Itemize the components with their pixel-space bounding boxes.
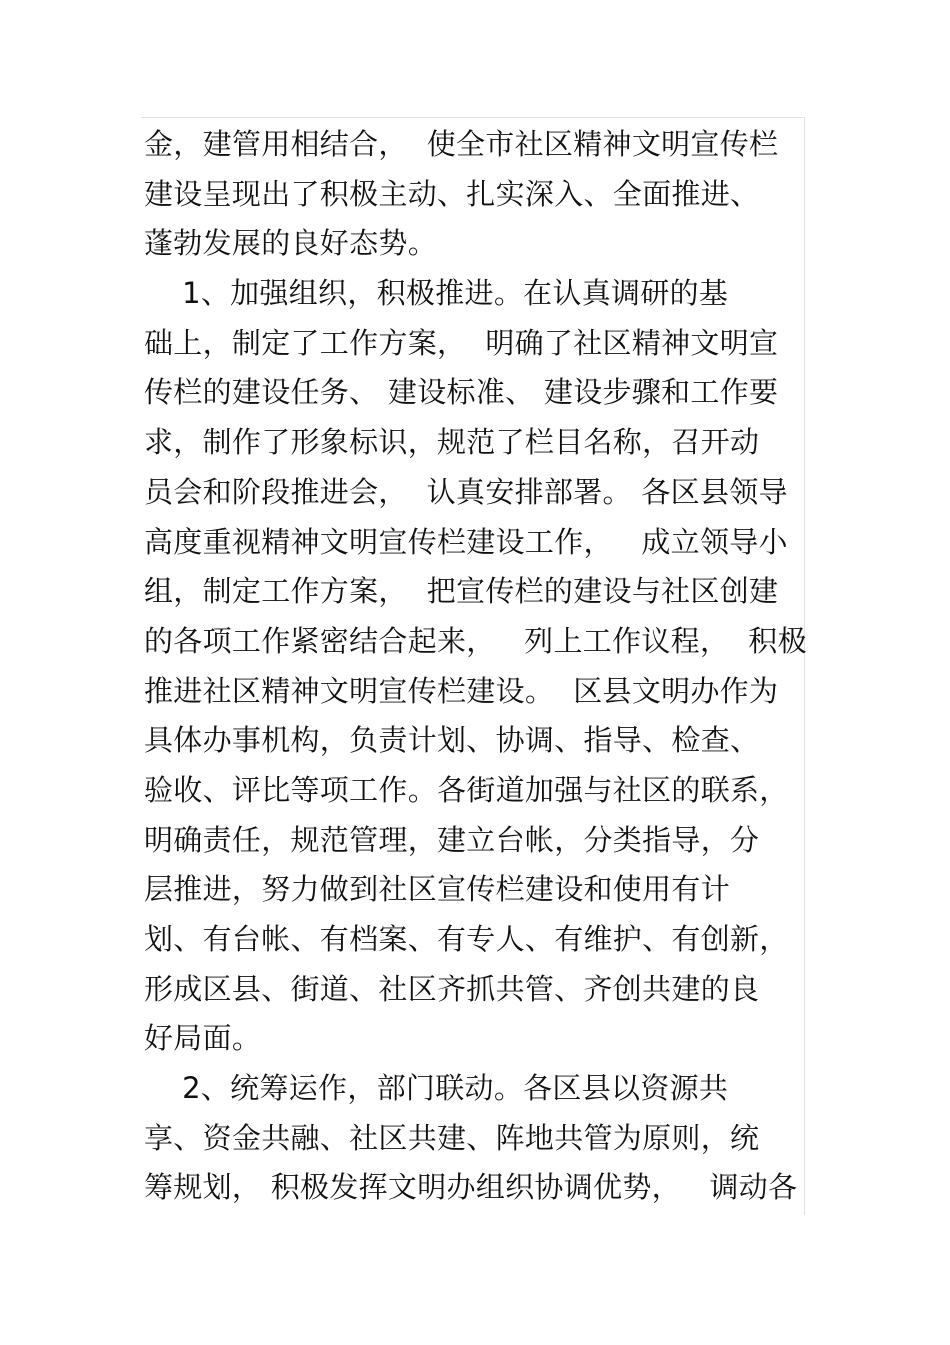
text-line-15: 明确责任，规范管理，建立台帐，分类指导，分 — [144, 822, 760, 857]
document-body — [144, 120, 814, 1213]
text-line-1: 金，建管用相结合， 使全市社区精神文明宣传栏 — [144, 127, 779, 161]
text-line-5: 础上，制定了工作方案， 明确了社区精神文明宣 — [144, 325, 779, 360]
text-line-6: 传栏的建设任务、 建设标准、 建设步骤和工作要 — [144, 375, 779, 410]
text-line-20: 2、统筹运作，部门联动。各区县以资源共 — [144, 1071, 729, 1106]
text-line-14: 验收、评比等项工作。各街道加强与社区的联系， — [144, 772, 789, 807]
text-line-16: 层推进，努力做到社区宣传栏建设和使用有计 — [144, 872, 731, 907]
text-line-13: 具体办事机构，负责计划、协调、指导、检查、 — [144, 723, 760, 758]
text-line-12: 推进社区精神文明宣传栏建设。 区县文明办作为 — [144, 673, 779, 708]
text-line-17: 划、有台帐、有档案、有专人、有维护、有创新， — [144, 922, 789, 956]
text-line-2: 建设呈现出了积极主动、扎实深入、全面推进、 — [144, 176, 760, 211]
text-line-19: 好局面。 — [144, 1021, 262, 1056]
text-line-10: 组，制定工作方案， 把宣传栏的建设与社区创建 — [144, 574, 779, 609]
text-line-3: 蓬勃发展的良好态势。 — [144, 226, 438, 261]
text-line-11: 的各项工作紧密结合起来， 列上工作议程， 积极 — [144, 623, 807, 658]
text-line-22: 筹规划， 积极发挥文明办组织协调优势， 调动各 — [144, 1170, 798, 1205]
text-line-8: 员会和阶段推进会， 认真安排部署。 各区县领导 — [144, 474, 788, 509]
text-line-9: 高度重视精神文明宣传栏建设工作， 成立领导小 — [144, 524, 788, 559]
text-line-21: 享、资金共融、社区共建、阵地共管为原则，统 — [144, 1120, 760, 1155]
text-line-7: 求，制作了形象标识，规范了栏目名称，召开动 — [144, 425, 760, 460]
text-line-4: 1、加强组织，积极推进。在认真调研的基 — [144, 276, 729, 311]
text-line-18: 形成区县、街道、社区齐抓共管、齐创共建的良 — [144, 971, 760, 1006]
